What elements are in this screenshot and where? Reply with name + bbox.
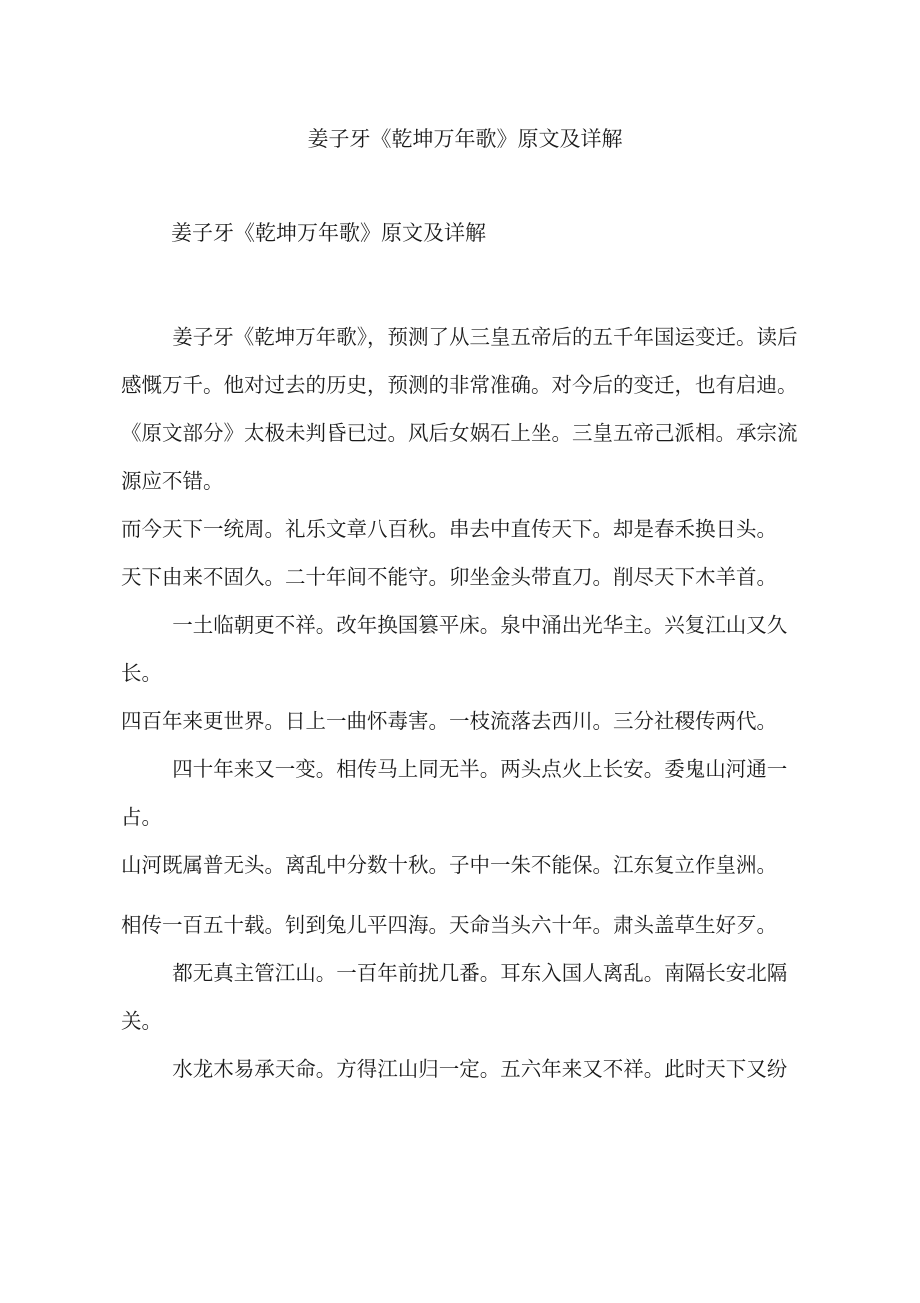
- paragraph: 《原文部分》太极未判昏已过。风后女娲石上坐。三皇五帝己派相。承宗流源应不错。: [121, 421, 798, 493]
- document-body: [121, 313, 811, 1093]
- paragraph: 一土临朝更不祥。改年换国篡平床。泉中涌出光华主。兴复江山又久长。: [121, 613, 788, 685]
- paragraph: 山河既属普无头。离乱中分数十秋。子中一朱不能保。江东复立作皇洲。: [121, 853, 777, 877]
- paragraph: 四百年来更世界。日上一曲怀毒害。一枝流落去西川。三分社稷传两代。: [121, 709, 777, 733]
- paragraph: 四十年来又一变。相传马上同无半。两头点火上长安。委鬼山河通一占。: [121, 757, 788, 829]
- paragraph: 都无真主管江山。一百年前扰几番。耳东入国人离乱。南隔长安北隔关。: [121, 961, 788, 1033]
- paragraph: 姜子牙《乾坤万年歌》，预测了从三皇五帝后的五千年国运变迁。读后感慨万千。他对过去的历史，预测的非常准确。对今后的变迁，也有启迪。: [121, 325, 798, 397]
- document-subtitle: 姜子牙《乾坤万年歌》原文及详解: [171, 221, 486, 245]
- paragraph: 水龙木易承天命。方得江山归一定。五六年来又不祥。此时天下又纷: [172, 1057, 788, 1081]
- document-title: 姜子牙《乾坤万年歌》原文及详解: [307, 127, 623, 151]
- paragraph: 而今天下一统周。礼乐文章八百秋。串去中直传天下。却是春禾换日头。: [121, 517, 777, 541]
- paragraph: 相传一百五十载。钊到兔儿平四海。天命当头六十年。肃头盖草生好歹。: [121, 913, 777, 937]
- paragraph: 天下由来不固久。二十年间不能守。卯坐金头带直刀。削尽天下木羊首。: [121, 565, 777, 589]
